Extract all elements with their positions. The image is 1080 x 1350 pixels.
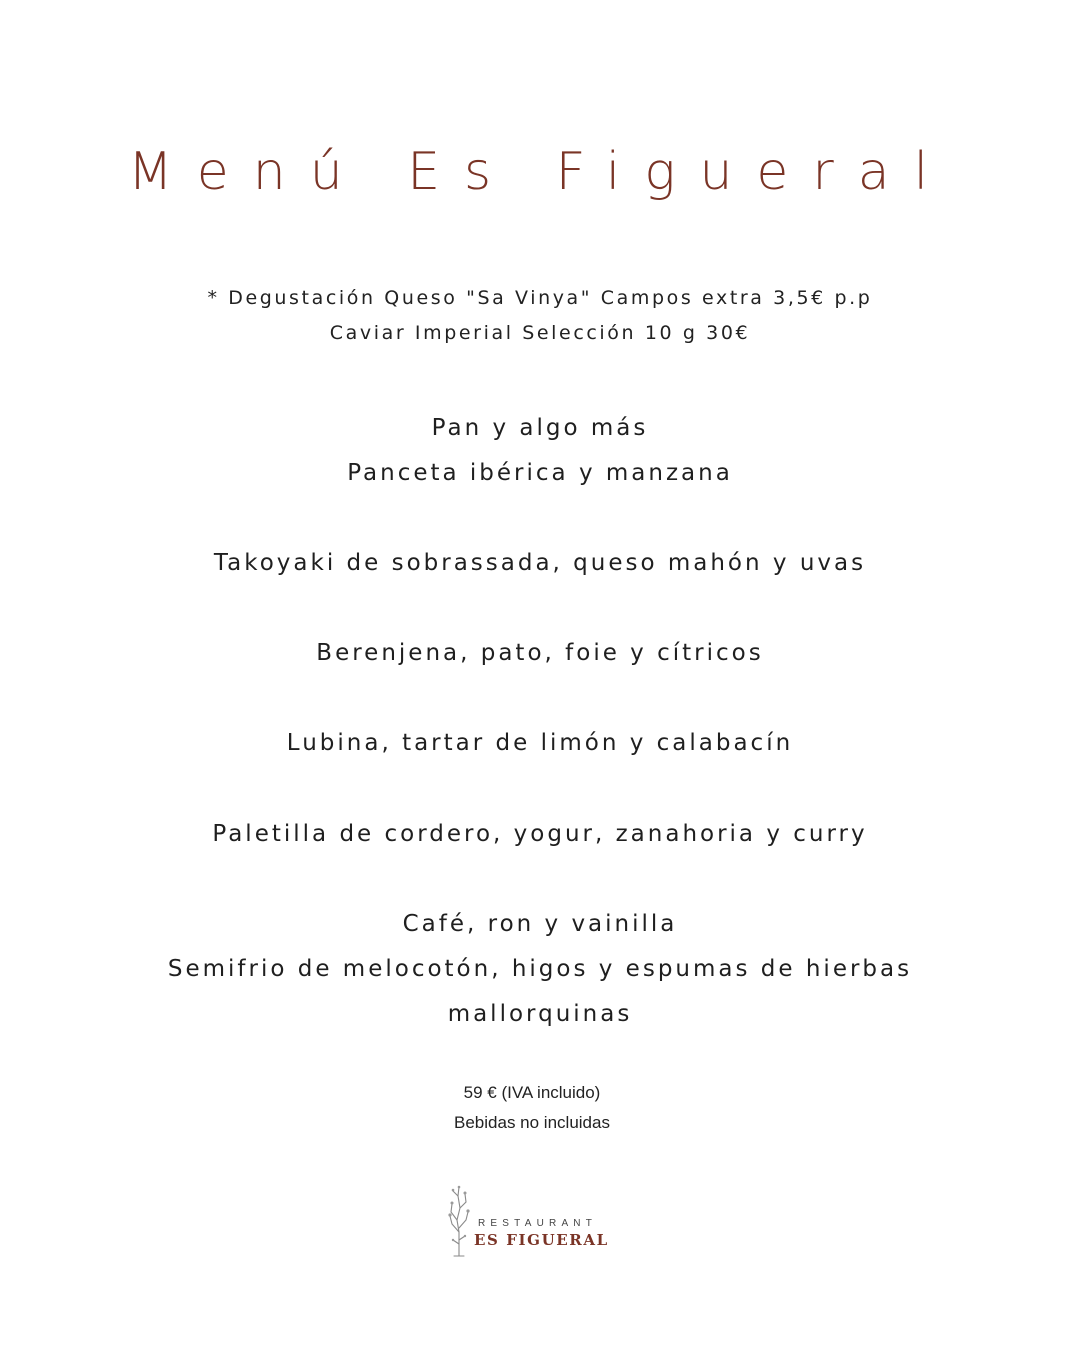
cheese-tasting-extra: * Degustación Queso "Sa Vinya" Campos extra 3,5€ p.p [207, 287, 873, 309]
drinks-note: Bebidas no incluidas [454, 1113, 610, 1132]
dish-item: mallorquinas [447, 1001, 633, 1027]
menu-title: Menú Es Figueral [127, 142, 953, 202]
dish-item: Semifrio de melocotón, higos y espumas de hierbas [167, 956, 913, 982]
dish-item: Takoyaki de sobrassada, queso mahón y uvas [213, 550, 867, 576]
dish-item: Paletilla de cordero, yogur, zanahoria y curry [212, 821, 868, 847]
restaurant-logo [446, 1184, 616, 1260]
dish-item: Berenjena, pato, foie y cítricos [316, 640, 764, 666]
dish-item: Panceta ibérica y manzana [347, 460, 733, 486]
dish-item: Pan y algo más [431, 415, 649, 441]
logo-restaurant-name: ES FIGUERAL [474, 1231, 609, 1249]
dish-item: Café, ron y vainilla [402, 911, 678, 937]
price-text: 59 € (IVA incluido) [463, 1083, 601, 1102]
dish-item: Lubina, tartar de limón y calabacín [286, 730, 794, 756]
caviar-extra: Caviar Imperial Selección 10 g 30€ [329, 322, 751, 344]
logo-restaurant-label: RESTAURANT [478, 1218, 598, 1229]
fig-tree-icon [446, 1184, 472, 1258]
